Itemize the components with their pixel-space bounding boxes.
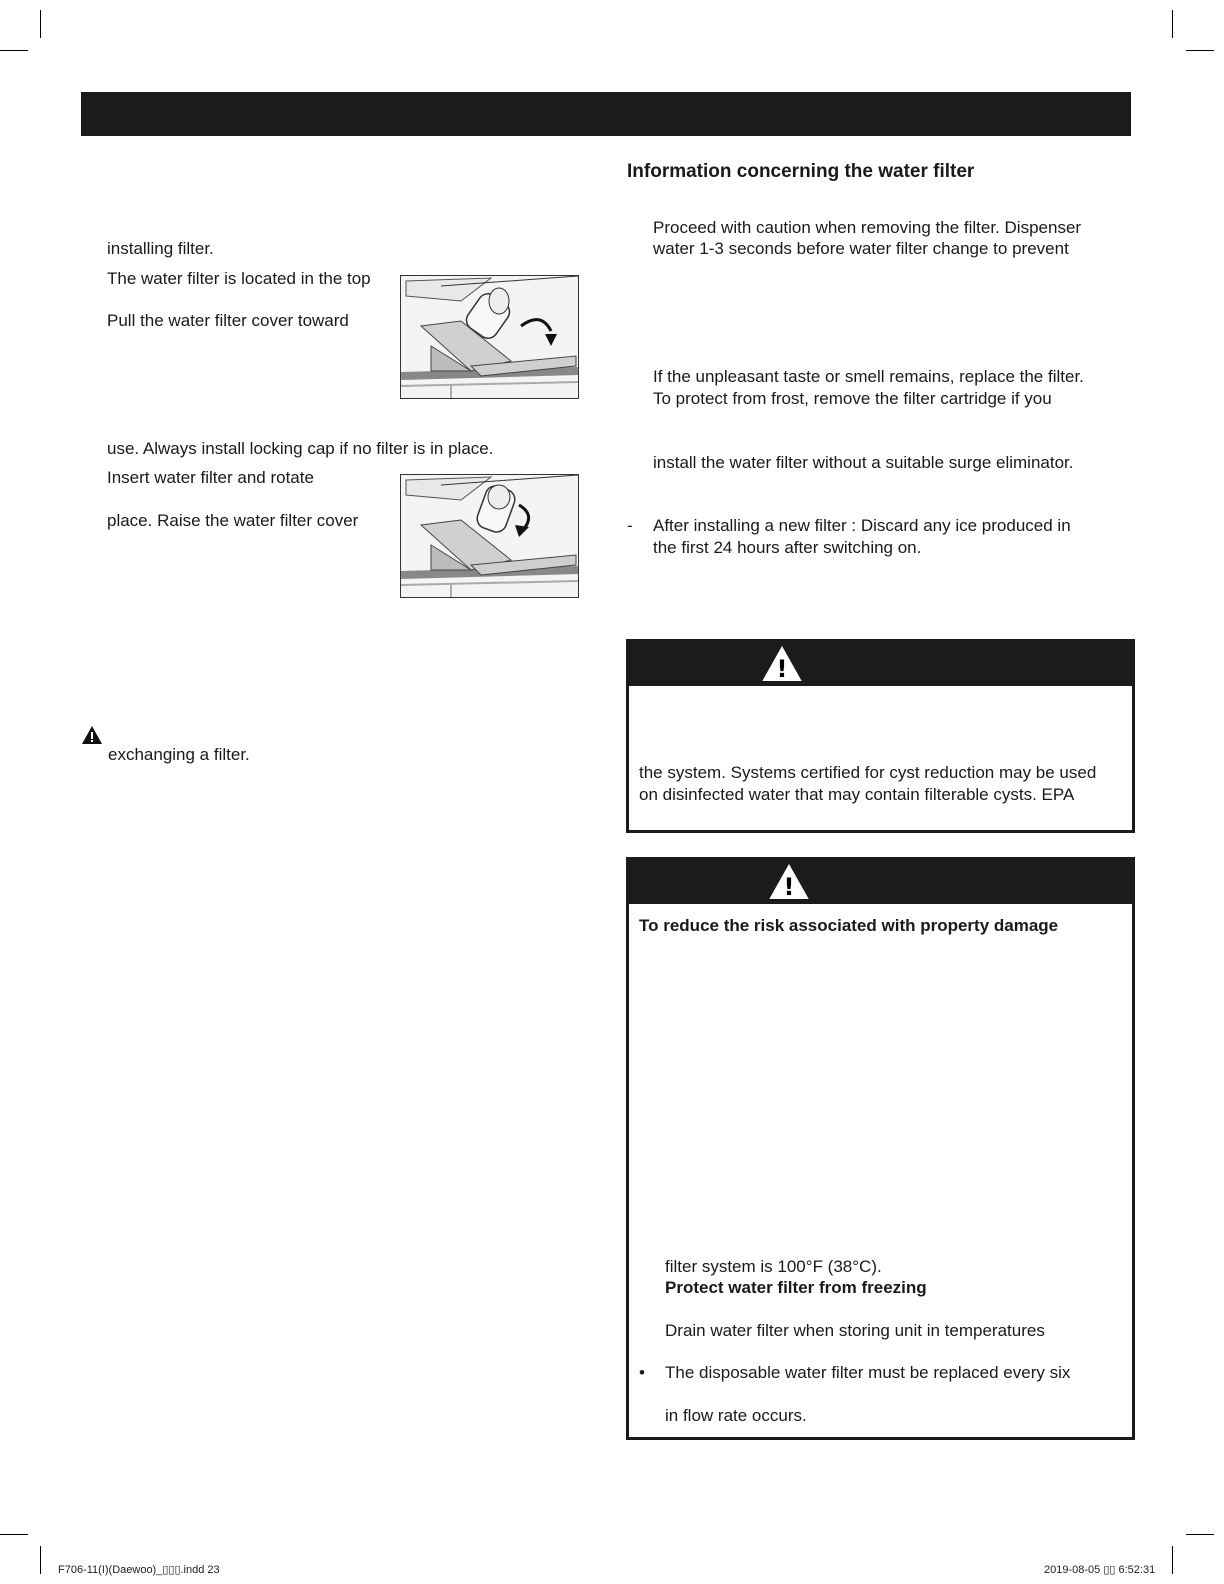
bullet-dot: •: [639, 1363, 645, 1382]
svg-text:!: !: [776, 655, 788, 683]
warning-triangle-icon: [768, 863, 810, 901]
crop-mark-top-left-h: [0, 50, 28, 51]
figure-remove-filter: [400, 275, 579, 399]
text-dispense-water: water 1-3 seconds before water filter change to prevent: [653, 239, 1069, 258]
section-header-bar: [81, 92, 1131, 136]
text-caution-removing: Proceed with caution when removing the filter. Dispenser: [653, 218, 1082, 237]
text-reduce-risk-title: To reduce the risk associated with property damage: [639, 916, 1059, 935]
crop-mark-top-right-h: [1186, 50, 1214, 51]
crop-mark-bottom-right-v: [1172, 1546, 1173, 1574]
text-pull-cover: Pull the water filter cover toward: [107, 311, 349, 330]
caution-triangle-icon: [81, 725, 103, 745]
crop-mark-bottom-left-h: [0, 1534, 28, 1535]
warning-box-header: [629, 860, 1132, 904]
text-installing-filter: installing filter.: [107, 239, 214, 258]
crop-mark-bottom-left-v: [40, 1546, 41, 1574]
warning-box-header: [629, 642, 1132, 686]
text-use-locking-cap: use. Always install locking cap if no filter is in place.: [107, 439, 494, 458]
text-first-24-hours: the first 24 hours after switching on.: [653, 538, 922, 557]
crop-mark-top-right-v: [1172, 10, 1173, 38]
dash-bullet: -: [627, 516, 633, 535]
svg-text:!: !: [783, 873, 795, 901]
text-flow-rate: in flow rate occurs.: [665, 1406, 807, 1425]
filter-insertion-illustration: [401, 475, 578, 597]
text-taste-smell: If the unpleasant taste or smell remains, replace the filter.: [653, 367, 1084, 386]
text-systems-certified: the system. Systems certified for cyst reduction may be used: [639, 763, 1097, 782]
text-insert-filter: Insert water filter and rotate: [107, 468, 314, 487]
text-filter-located: The water filter is located in the top: [107, 269, 371, 288]
text-disinfected-water: on disinfected water that may contain filterable cysts. EPA: [639, 785, 1075, 804]
text-protect-freezing: Protect water filter from freezing: [665, 1278, 927, 1297]
text-protect-frost: To protect from frost, remove the filter cartridge if you: [653, 389, 1052, 408]
text-place-raise: place. Raise the water filter cover: [107, 511, 359, 530]
text-replace-every-six: The disposable water filter must be replaced every six: [665, 1363, 1071, 1382]
heading-water-filter-info: Information concerning the water filter: [627, 161, 975, 182]
text-after-installing: After installing a new filter : Discard any ice produced in: [653, 516, 1071, 535]
figure-insert-filter: [400, 474, 579, 598]
text-surge-eliminator: install the water filter without a suitable surge eliminator.: [653, 453, 1074, 472]
crop-mark-bottom-right-h: [1186, 1534, 1214, 1535]
text-filter-temp: filter system is 100°F (38°C).: [665, 1257, 882, 1276]
footer-timestamp: 2019-08-05 ▯▯ 6:52:31: [1044, 1564, 1156, 1576]
warning-triangle-icon: [761, 645, 803, 683]
footer-file-name: F706-11(I)(Daewoo)_▯▯▯.indd 23: [58, 1564, 220, 1576]
crop-mark-top-left-v: [40, 10, 41, 38]
filter-removal-illustration: [401, 276, 578, 398]
warning-box-property-damage: [626, 857, 1135, 1440]
text-drain-filter: Drain water filter when storing unit in temperatures: [665, 1321, 1045, 1340]
text-exchanging-filter: exchanging a filter.: [108, 745, 250, 764]
warning-box-cyst: [626, 639, 1135, 833]
